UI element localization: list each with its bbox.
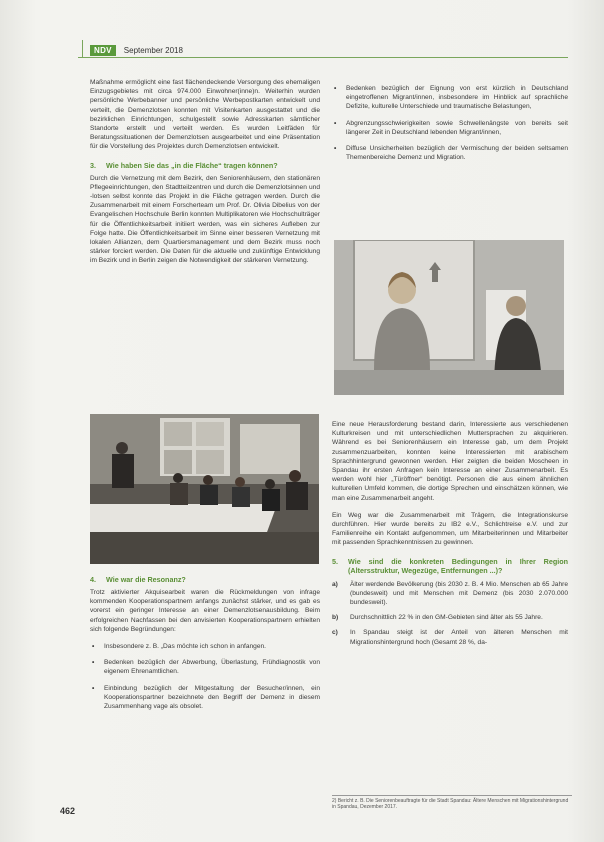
footnote: 2) Bericht z. B. Die Seniorenbeauftragte für die Stadt Spandau: Ältere Menschen mit Migrationshintergrund in Spandau, Dezember 2017. — [332, 795, 572, 811]
item-text: In Spandau steigt ist der Anteil von älteren Menschen mit Migrationshintergrund hoch (Gesamt 28 %, da- — [350, 629, 568, 646]
journal-badge: NDV — [90, 45, 116, 56]
page-header — [90, 43, 183, 57]
list-item: • Abgrenzungsschwierigkeiten sowie Schwellenängste von bereits seit längerer Zeit in Deutschland lebenden Migrant/innen, — [332, 119, 568, 137]
list-item: • Bedenken bezüglich der Abwerbung, Überlastung, Frühdiagnostik von eigenem Ehrenamtlichen. — [90, 658, 320, 676]
left-column-top — [90, 78, 320, 266]
intro-paragraph: Maßnahme ermöglicht eine fast flächendeckende Versorgung des ehemaligen Einzugsgebietes mit circa 974.000 Einwohner(inne)n. Weiterhin wurden persönliche Werbebanner und persönliche Werbepostkarten entwickelt und verteilt, die Demenzlotsen konnten mit Visitenkarten ausgestattet und die bezirklichen Einrichtungen, schulgestellt sowie Adresskarten sämtlicher Standorte erstellt und verteilt werden. Es wurden Leitfäden für Beratungssituationen der Demenzlotsen ausgearbeitet und eine Präsentation für die Vorstellung des Projektes durch Demenzlotsen entwickelt. — [90, 79, 320, 151]
page-number: 462 — [60, 806, 76, 816]
concerns-bullet-list — [332, 84, 568, 162]
section-title: Wie haben Sie das „in die Fläche“ tragen können? — [106, 160, 278, 170]
group-meeting-photo — [90, 414, 319, 564]
right-column-top — [332, 84, 568, 169]
section-3-heading — [90, 161, 320, 170]
item-text: Älter werdende Bevölkerung (bis 2030 z. B. 4 Mio. Menschen ab 65 Jahre (bundesweit) und mit Menschen mit Demenz (bis 2030 2.070.000 bundesweit). — [350, 580, 568, 607]
item-marker: b) — [332, 614, 339, 622]
item-text: Durchschnittlich 22 % in den GM-Gebieten sind älter als 55 Jahre. — [350, 614, 543, 622]
section-title: Wie war die Resonanz? — [106, 575, 186, 584]
list-item: • Diffuse Unsicherheiten bezüglich der Vermischung der beiden seltsamen Themenbereiche Demenz und Migration. — [332, 144, 568, 162]
right-column-middle — [332, 420, 568, 653]
list-item: • Insbesondere z. B. „Das möchte ich schon in anfangen. — [90, 642, 320, 651]
left-column-bottom — [90, 575, 320, 718]
resonance-bullet-list — [90, 642, 320, 711]
section-4-heading — [90, 575, 320, 584]
section-number: 5. — [332, 556, 338, 566]
challenge-paragraph: Eine neue Herausforderung bestand darin, Interessierte aus verschiedenen Kulturkreisen und mit unterschiedlichen Muttersprachen zu akquirieren. Während es bei Seniorenhäusern ein Interesse gab, um dem Projekt zusammenzuarbeiten, konnten keine Interessierten mit arabischem Sprachhintergrund gewonnen werden. Hier zeigten die beiden Moscheen in Spandau ihr ersten Anfragen kein Interesse an einer Zusammenarbeit. Es werden wohl hier „Türöffner“ benötigt. Personen die aus einem ähnlichen kulturellen Umfeld kommen, die dortige Sprechen und einschätzen können, wie man eine Zusammenarbeit angeht. — [332, 421, 568, 502]
section-5-heading — [332, 557, 568, 575]
section-3-body: Durch die Vernetzung mit dem Bezirk, den Seniorenhäusern, den stationären Pflegeeinrichtungen, den Stadtteilzentren und durch die Demenzlotsinnen und -lotsen selbst konnte das Projekt in die Fläche getragen werden. Durch die Zusammenarbeit mit einem Forscherteam um Prof. Dr. Olivia Dibelius von der Evangelischen Hochschule Berlin konnten Multiplikatoren wie Hochschulträger für die Öffentlichkeitsarbeit initiiert werden, was ein sicheres Aufleben zur Folge hatte. Die Öffentlichkeitsarbeit im Sinne einer besseren Vernetzung mit lokalen Allianzen, dem Quartiersmanagement und dem Bezirk muss noch stärker forciert werden. Die Daten für die aktuelle und zukünftige Entwicklung im Bezirk und in Berlin zeigen die Notwendigkeit der stärkeren Vernetzung. — [90, 174, 320, 265]
conditions-list — [332, 580, 568, 647]
item-marker: c) — [332, 629, 338, 637]
list-item: • Einbindung bezüglich der Mitgestaltung der Besucher/innen, ein Kooperationspartner bezeichnete den Begriff der Demenz in diesem Zusammenhang vage als obsolet. — [90, 684, 320, 712]
list-item: • Bedenken bezüglich der Eignung von erst kürzlich in Deutschland eingetroffenen Migrant/innen, insbesondere im Hinblick auf sprachliche Defizite, kulturelle Unterschiede und traumatische Belastungen, — [332, 84, 568, 112]
section-4-body: Trotz aktivierter Akquisearbeit waren die Rückmeldungen von infrage kommenden Kooperationspartnern anfangs zunächst stärker, und es gab es vorerst ein geringer Interesse an einer Demenzlotsenausbildung. Beim erfolgreichen Nachfassen bei den anvisierten Kooperationspartnern erhielten sich folgende Begründungen: — [90, 589, 320, 633]
integration-paragraph: Ein Weg war die Zusammenarbeit mit Trägern, die Integrationskurse durchführen. Hier wurde bereits zu IB2 e.V., Schlichtreise e.V. und zur Familienreihe ein Kontakt aufgenommen, um Mitarbeiterinnen und Mitarbeiter mit passenden Sprachkenntnissen zu gewinnen. — [332, 511, 568, 547]
item-marker: a) — [332, 580, 338, 588]
header-divider — [82, 40, 83, 58]
section-number: 4. — [90, 575, 96, 584]
section-title: Wie sind die konkreten Bedingungen in Ihrer Region (Altersstruktur, Wegezüge, Entfernungen ...)? — [348, 556, 568, 575]
presentation-photo — [334, 240, 564, 395]
list-item — [332, 580, 568, 608]
header-rule — [78, 57, 568, 58]
issue-date: September 2018 — [123, 45, 183, 55]
list-item — [332, 628, 568, 646]
list-item — [332, 613, 568, 622]
section-number: 3. — [90, 160, 96, 170]
